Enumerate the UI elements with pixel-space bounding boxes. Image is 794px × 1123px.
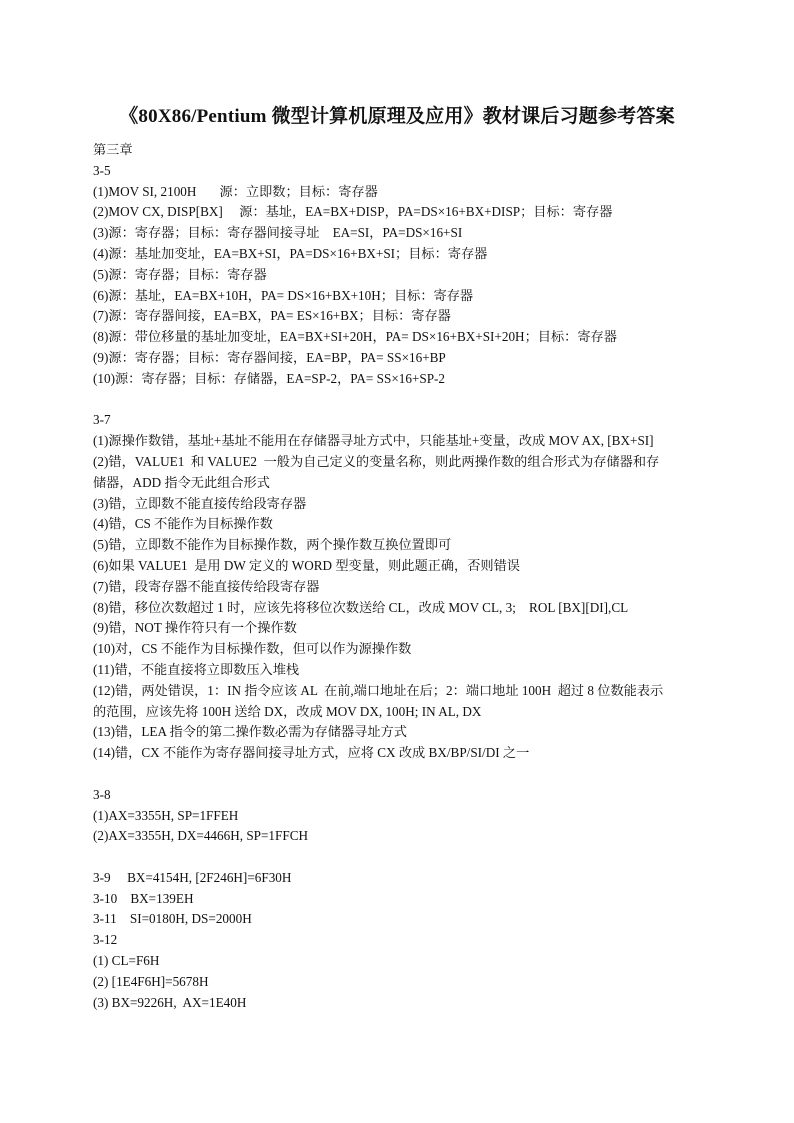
- answer-3-7-2b: 储器，ADD 指令无此组合形式: [93, 474, 270, 490]
- section-heading-3-7: 3-7: [93, 412, 111, 428]
- answer-3-5-2: (2)MOV CX, DISP[BX] 源：基址，EA=BX+DISP，PA=DS×16+BX+DISP；目标：寄存器: [93, 204, 613, 220]
- answer-3-7-9: (9)错，NOT 操作符只有一个操作数: [93, 620, 297, 636]
- answer-3-7-3: (3)错，立即数不能直接传给段寄存器: [93, 495, 307, 511]
- answer-3-5-1: (1)MOV SI, 2100H 源：立即数；目标：寄存器: [93, 183, 378, 199]
- answer-3-9: 3-9 BX=4154H, [2F246H]=6F30H: [93, 869, 292, 885]
- answer-3-7-12a: (12)错，两处错误，1：IN 指令应该 AL 在前,端口地址在后；2：端口地址 100H 超过 8 位数能表示: [93, 682, 664, 698]
- answer-3-7-5: (5)错，立即数不能作为目标操作数，两个操作数互换位置即可: [93, 537, 452, 553]
- answer-3-5-3: (3)源：寄存器；目标：寄存器间接寻址 EA=SI，PA=DS×16+SI: [93, 225, 463, 241]
- answer-3-10: 3-10 BX=139EH: [93, 890, 194, 906]
- answer-3-12-1: (1) CL=F6H: [93, 953, 160, 969]
- answer-3-11: 3-11 SI=0180H, DS=2000H: [93, 911, 252, 927]
- answer-3-12-2: (2) [1E4F6H]=5678H: [93, 973, 209, 989]
- answer-3-7-7: (7)错，段寄存器不能直接传给段寄存器: [93, 578, 320, 594]
- answer-3-5-9: (9)源：寄存器；目标：寄存器间接，EA=BP，PA= SS×16+BP: [93, 349, 446, 365]
- answer-3-8-2: (2)AX=3355H, DX=4466H, SP=1FFCH: [93, 828, 309, 844]
- answer-3-5-8: (8)源：带位移量的基址加变址，EA=BX+SI+20H，PA= DS×16+BX+SI+20H；目标：寄存器: [93, 329, 617, 345]
- answer-3-5-10: (10)源：寄存器；目标：存储器，EA=SP-2，PA= SS×16+SP-2: [93, 370, 446, 386]
- answer-3-7-4: (4)错，CS 不能作为目标操作数: [93, 516, 273, 532]
- page-title: 《80X86/Pentium 微型计算机原理及应用》教材课后习题参考答案: [119, 106, 675, 127]
- answer-3-7-10: (10)对，CS 不能作为目标操作数，但可以作为源操作数: [93, 641, 412, 657]
- blank-line: [93, 847, 715, 868]
- answer-3-5-5: (5)源：寄存器；目标：寄存器: [93, 266, 267, 282]
- answer-3-7-2a: (2)错，VALUE1 和 VALUE2 一般为自己定义的变量名称，则此两操作数的组合形式为存储器和存: [93, 453, 660, 469]
- answer-3-7-11: (11)错，不能直接将立即数压入堆栈: [93, 661, 300, 677]
- section-heading-3-12: 3-12: [93, 932, 118, 948]
- answer-3-7-12b: 的范围，应该先将 100H 送给 DX，改成 MOV DX, 100H; IN AL, DX: [93, 703, 482, 719]
- answer-3-7-14: (14)错，CX 不能作为寄存器间接寻址方式，应将 CX 改成 BX/BP/SI/DI 之一: [93, 745, 530, 761]
- answer-3-7-8: (8)错，移位次数超过 1 时，应该先将移位次数送给 CL，改成 MOV CL, 3; ROL [BX][DI],CL: [93, 599, 629, 615]
- document-body: [93, 140, 715, 1013]
- answer-3-5-6: (6)源：基址，EA=BX+10H，PA= DS×16+BX+10H；目标：寄存器: [93, 287, 474, 303]
- blank-line: [93, 390, 715, 411]
- answer-3-12-3: (3) BX=9226H, AX=1E40H: [93, 994, 247, 1010]
- section-heading-3-5: 3-5: [93, 162, 111, 178]
- answer-3-8-1: (1)AX=3355H, SP=1FFEH: [93, 807, 239, 823]
- answer-3-7-1: (1)源操作数错，基址+基址不能用在存储器寻址方式中，只能基址+变量，改成 MOV AX, [BX+SI]: [93, 433, 654, 449]
- answer-3-7-6: (6)如果 VALUE1 是用 DW 定义的 WORD 型变量，则此题正确，否则错误: [93, 557, 520, 573]
- blank-line: [93, 764, 715, 785]
- answer-3-7-13: (13)错，LEA 指令的第二操作数必需为存储器寻址方式: [93, 724, 407, 740]
- section-heading-3-8: 3-8: [93, 786, 111, 802]
- chapter-heading: 第三章: [93, 142, 133, 157]
- answer-3-5-4: (4)源：基址加变址，EA=BX+SI，PA=DS×16+BX+SI；目标：寄存器: [93, 245, 488, 261]
- answer-3-5-7: (7)源：寄存器间接，EA=BX，PA= ES×16+BX；目标：寄存器: [93, 308, 451, 324]
